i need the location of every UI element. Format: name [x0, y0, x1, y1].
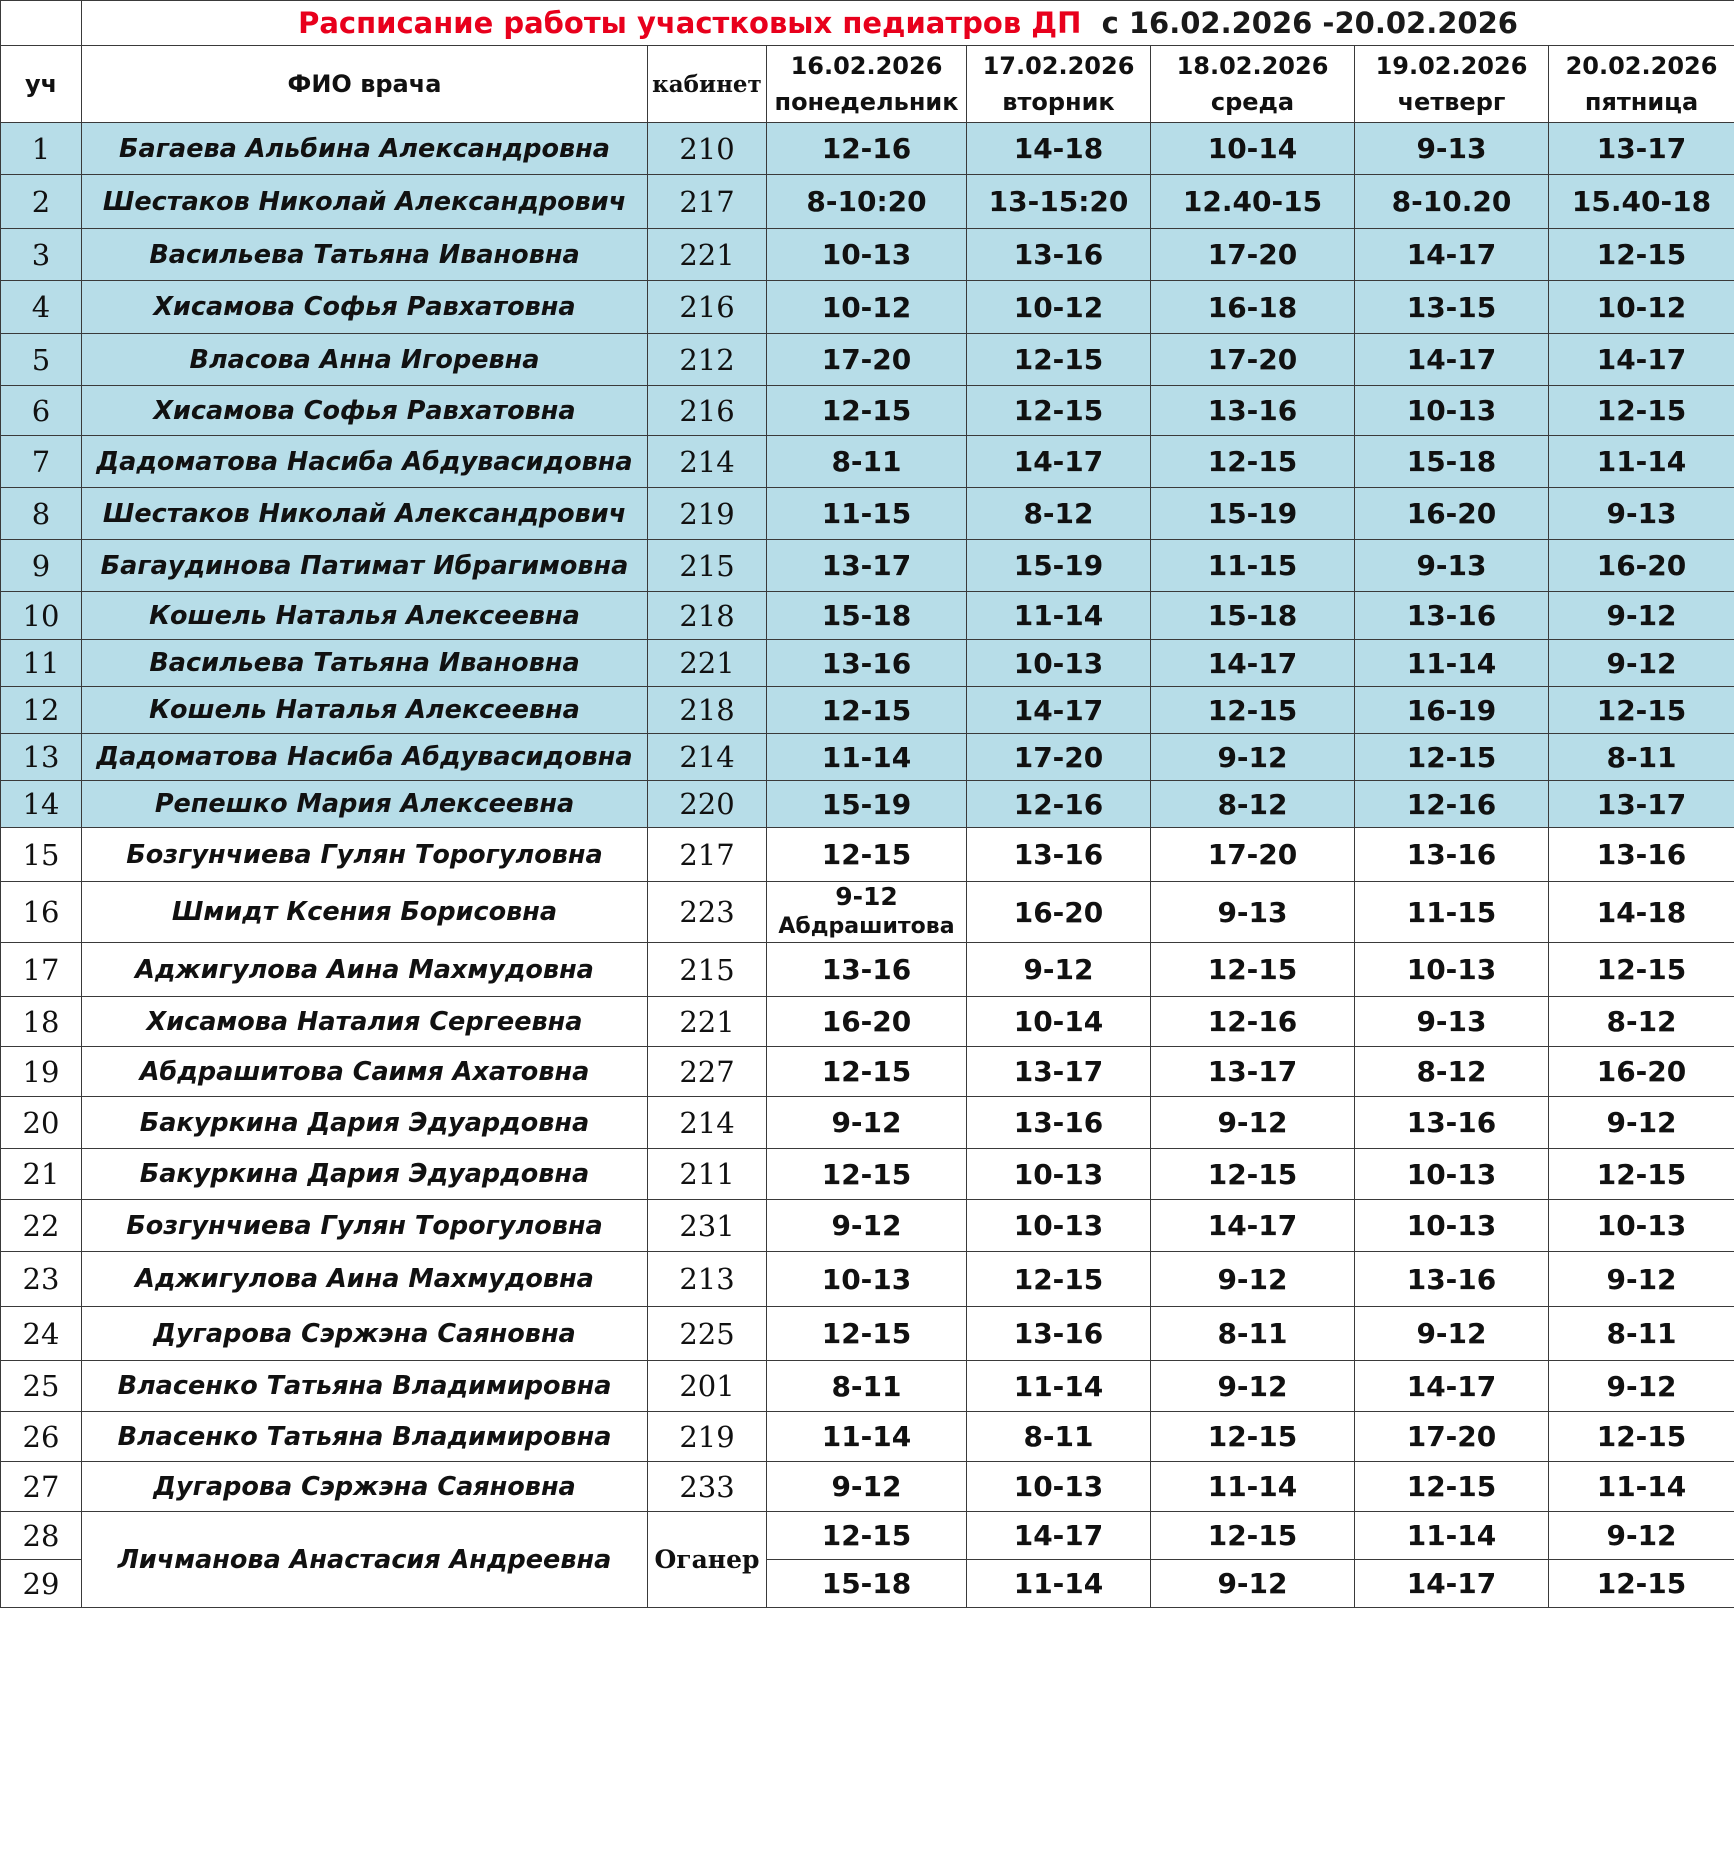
doctor-name: Дугарова Сэржэна Саяновна [82, 1462, 648, 1512]
schedule-cell: 9-12 [1151, 734, 1355, 781]
table-row [1, 175, 1734, 229]
room-number: 217 [648, 828, 767, 882]
schedule-cell: 11-14 [967, 1560, 1151, 1608]
schedule-cell: 15-18 [767, 1560, 967, 1608]
row-number: 24 [1, 1307, 82, 1361]
schedule-cell: 9-12 [1549, 1512, 1734, 1560]
room-number: 223 [648, 882, 767, 943]
schedule-cell: 11-14 [1549, 1462, 1734, 1512]
schedule-cell: 9-13 [1549, 488, 1734, 540]
schedule-cell: 14-17 [967, 1512, 1151, 1560]
doctor-name: Личманова Анастасия Андреевна [82, 1512, 648, 1608]
schedule-cell: 12-15 [767, 1149, 967, 1200]
schedule-cell: 11-14 [767, 1412, 967, 1462]
doctor-name: Хисамова Софья Равхатовна [82, 386, 648, 436]
room-number: 218 [648, 592, 767, 640]
schedule-cell: 8-11 [767, 436, 967, 488]
schedule-cell: 11-14 [1355, 640, 1549, 687]
schedule-cell: 9-13 [1355, 123, 1549, 175]
room-number: 214 [648, 436, 767, 488]
row-number: 6 [1, 386, 82, 436]
schedule-cell: 14-17 [1355, 1560, 1549, 1608]
schedule-cell: 14-17 [1355, 334, 1549, 386]
schedule-cell: 14-17 [1151, 640, 1355, 687]
schedule-cell: 9-12 [767, 1462, 967, 1512]
room-number: 221 [648, 640, 767, 687]
schedule-cell: 12-15 [1549, 386, 1734, 436]
header-day [967, 46, 1151, 123]
table-row [1, 386, 1734, 436]
schedule-cell: 12-15 [967, 386, 1151, 436]
schedule-cell: 12-15 [767, 386, 967, 436]
title-row [1, 1, 1734, 46]
schedule-cell: 11-14 [1151, 1462, 1355, 1512]
schedule-cell: 14-17 [967, 436, 1151, 488]
schedule-cell: 12-15 [1151, 943, 1355, 997]
schedule-cell: 10-12 [767, 281, 967, 334]
doctor-name: Багаудинова Патимат Ибрагимовна [82, 540, 648, 592]
schedule-cell: 12-15 [767, 1047, 967, 1097]
table-row [1, 1252, 1734, 1307]
row-number: 4 [1, 281, 82, 334]
schedule-cell: 12-15 [1549, 1412, 1734, 1462]
schedule-cell: 12-15 [1151, 1149, 1355, 1200]
schedule-cell: 12-15 [1151, 687, 1355, 734]
schedule-cell: 8-11 [1549, 734, 1734, 781]
header-day-name: вторник [1002, 88, 1115, 116]
schedule-cell: 8-12 [967, 488, 1151, 540]
room-number: 217 [648, 175, 767, 229]
row-number: 9 [1, 540, 82, 592]
schedule-cell: 17-20 [767, 334, 967, 386]
schedule-cell: 13-16 [1549, 828, 1734, 882]
doctor-name: Дадоматова Насиба Абдувасидовна [82, 436, 648, 488]
room-number: 225 [648, 1307, 767, 1361]
row-number: 27 [1, 1462, 82, 1512]
doctor-name: Хисамова Наталия Сергеевна [82, 997, 648, 1047]
doctor-name: Репешко Мария Алексеевна [82, 781, 648, 828]
schedule-cell: 12-15 [1355, 734, 1549, 781]
schedule-cell: 12-15 [967, 334, 1151, 386]
schedule-cell: 10-13 [1549, 1200, 1734, 1252]
schedule-cell: 14-17 [1355, 229, 1549, 281]
header-day [1549, 46, 1734, 123]
schedule-cell: 13-17 [1549, 781, 1734, 828]
table-row [1, 592, 1734, 640]
title-corner [1, 1, 82, 46]
schedule-cell: 13-16 [1151, 386, 1355, 436]
schedule-cell: 16-18 [1151, 281, 1355, 334]
schedule-cell: 13-15 [1355, 281, 1549, 334]
table-row [1, 1047, 1734, 1097]
room-number: 214 [648, 1097, 767, 1149]
doctor-name: Кошель Наталья Алексеевна [82, 592, 648, 640]
schedule-cell: 16-20 [1355, 488, 1549, 540]
row-number: 19 [1, 1047, 82, 1097]
schedule-cell: 12-16 [967, 781, 1151, 828]
row-number: 14 [1, 781, 82, 828]
doctor-name: Абдрашитова Саимя Ахатовна [82, 1047, 648, 1097]
schedule-cell: 12-15 [1151, 1412, 1355, 1462]
schedule-cell: 9-12 [767, 1097, 967, 1149]
table-row [1, 436, 1734, 488]
schedule-rows [1, 123, 1734, 1608]
schedule-cell: 10-13 [967, 1462, 1151, 1512]
schedule-cell: 10-13 [1355, 386, 1549, 436]
schedule-cell: 8-12 [1355, 1047, 1549, 1097]
schedule-cell: 9-12 [1151, 1097, 1355, 1149]
cell-note: Абдрашитова [778, 914, 955, 939]
schedule-cell: 9-12 [1549, 592, 1734, 640]
schedule-cell: 9-13 [1151, 882, 1355, 943]
schedule-cell: 10-13 [1355, 943, 1549, 997]
room-number: 227 [648, 1047, 767, 1097]
table-row [1, 1512, 1734, 1560]
doctor-name: Бакуркина Дария Эдуардовна [82, 1097, 648, 1149]
schedule-cell: 10-12 [967, 281, 1151, 334]
schedule-cell: 12-15 [767, 1512, 967, 1560]
schedule-cell: 17-20 [967, 734, 1151, 781]
schedule-cell: 12-15 [767, 687, 967, 734]
room-number: 211 [648, 1149, 767, 1200]
schedule-cell: 16-19 [1355, 687, 1549, 734]
room-number: 218 [648, 687, 767, 734]
room-number: 219 [648, 488, 767, 540]
table-row [1, 1412, 1734, 1462]
schedule-cell: 10-13 [967, 1200, 1151, 1252]
title-date-range: с 16.02.2026 -20.02.2026 [1101, 6, 1518, 40]
schedule-cell: 13-16 [967, 828, 1151, 882]
schedule-cell: 10-12 [1549, 281, 1734, 334]
header-day-name: четверг [1397, 88, 1506, 116]
schedule-cell: 16-20 [767, 997, 967, 1047]
doctor-name: Бозгунчиева Гулян Торогуловна [82, 828, 648, 882]
schedule-cell: 12-16 [767, 123, 967, 175]
schedule-cell: 14-17 [1355, 1361, 1549, 1412]
schedule-cell: 8-10.20 [1355, 175, 1549, 229]
schedule-cell: 17-20 [1355, 1412, 1549, 1462]
doctor-name: Васильева Татьяна Ивановна [82, 640, 648, 687]
schedule-cell: 14-17 [1151, 1200, 1355, 1252]
table-row [1, 229, 1734, 281]
schedule-cell: 14-18 [967, 123, 1151, 175]
schedule-cell: 8-12 [1151, 781, 1355, 828]
schedule-cell: 12-16 [1355, 781, 1549, 828]
row-number: 23 [1, 1252, 82, 1307]
schedule-cell: 13-16 [1355, 828, 1549, 882]
schedule-cell: 10-14 [967, 997, 1151, 1047]
room-number: 215 [648, 540, 767, 592]
schedule-cell: 12-15 [767, 1307, 967, 1361]
schedule-cell: 9-12 [767, 1200, 967, 1252]
schedule-cell: 12-15 [767, 828, 967, 882]
schedule-cell: 12-15 [1151, 1512, 1355, 1560]
schedule-cell: 13-16 [1355, 1097, 1549, 1149]
header-day-date: 16.02.2026 [790, 52, 943, 80]
schedule-cell: 16-20 [1549, 1047, 1734, 1097]
table-row [1, 882, 1734, 943]
schedule-cell: 14-18 [1549, 882, 1734, 943]
cell-time: 9-12 [835, 882, 898, 911]
row-number: 10 [1, 592, 82, 640]
schedule-cell: 13-17 [967, 1047, 1151, 1097]
schedule-cell: 10-13 [767, 1252, 967, 1307]
doctor-name: Аджигулова Аина Махмудовна [82, 943, 648, 997]
schedule-cell: 15-19 [767, 781, 967, 828]
table-row [1, 997, 1734, 1047]
schedule-cell: 11-15 [1355, 882, 1549, 943]
table-row [1, 687, 1734, 734]
schedule-cell: 9-12 [967, 943, 1151, 997]
doctor-name: Хисамова Софья Равхатовна [82, 281, 648, 334]
doctor-name: Шмидт Ксения Борисовна [82, 882, 648, 943]
schedule-cell: 13-16 [967, 1307, 1151, 1361]
row-number: 29 [1, 1560, 82, 1608]
row-number: 21 [1, 1149, 82, 1200]
schedule-cell [767, 882, 967, 943]
schedule-cell: 8-11 [767, 1361, 967, 1412]
table-row [1, 640, 1734, 687]
row-number: 15 [1, 828, 82, 882]
header-day-name: среда [1210, 88, 1295, 116]
schedule-cell: 15-18 [1151, 592, 1355, 640]
room-number: 214 [648, 734, 767, 781]
row-number: 12 [1, 687, 82, 734]
room-number: 216 [648, 281, 767, 334]
schedule-cell: 11-14 [767, 734, 967, 781]
schedule-cell: 8-11 [967, 1412, 1151, 1462]
header-name: ФИО врача [82, 46, 648, 123]
header-day-name: пятница [1584, 88, 1699, 116]
doctor-name: Шестаков Николай Александрович [82, 175, 648, 229]
room-number: 201 [648, 1361, 767, 1412]
room-number: 220 [648, 781, 767, 828]
header-row [1, 46, 1734, 123]
schedule-cell: 9-13 [1355, 540, 1549, 592]
schedule-cell: 9-12 [1151, 1361, 1355, 1412]
schedule-cell: 12-15 [1549, 1560, 1734, 1608]
schedule-cell: 9-12 [1549, 1361, 1734, 1412]
schedule-cell: 12-15 [1549, 687, 1734, 734]
schedule-cell: 13-16 [967, 1097, 1151, 1149]
schedule-cell: 13-17 [1151, 1047, 1355, 1097]
schedule-cell: 11-14 [967, 1361, 1151, 1412]
schedule-cell: 15-19 [1151, 488, 1355, 540]
table-row [1, 488, 1734, 540]
schedule-cell: 10-14 [1151, 123, 1355, 175]
room-number: 233 [648, 1462, 767, 1512]
header-num: уч [1, 46, 82, 123]
doctor-name: Бозгунчиева Гулян Торогуловна [82, 1200, 648, 1252]
schedule-cell: 17-20 [1151, 828, 1355, 882]
schedule-cell: 12-15 [1151, 436, 1355, 488]
doctor-name: Аджигулова Аина Махмудовна [82, 1252, 648, 1307]
table-row [1, 334, 1734, 386]
schedule-cell: 9-12 [1151, 1560, 1355, 1608]
doctor-name: Кошель Наталья Алексеевна [82, 687, 648, 734]
doctor-name: Багаева Альбина Александровна [82, 123, 648, 175]
schedule-cell: 8-11 [1151, 1307, 1355, 1361]
schedule-cell: 13-16 [967, 229, 1151, 281]
room-number: 231 [648, 1200, 767, 1252]
table-row [1, 540, 1734, 592]
table-row [1, 123, 1734, 175]
schedule-cell: 9-12 [1355, 1307, 1549, 1361]
schedule-cell: 8-10:20 [767, 175, 967, 229]
table-row [1, 943, 1734, 997]
doctor-name: Васильева Татьяна Ивановна [82, 229, 648, 281]
schedule-cell: 10-13 [967, 640, 1151, 687]
schedule-cell: 13-16 [767, 943, 967, 997]
schedule-cell: 12-15 [1355, 1462, 1549, 1512]
row-number: 25 [1, 1361, 82, 1412]
header-room: кабинет [648, 46, 767, 123]
header-day [1355, 46, 1549, 123]
row-number: 16 [1, 882, 82, 943]
room-number: 221 [648, 229, 767, 281]
header-day-date: 20.02.2026 [1565, 52, 1718, 80]
row-number: 7 [1, 436, 82, 488]
schedule-cell: 12.40-15 [1151, 175, 1355, 229]
schedule-cell: 10-13 [1355, 1200, 1549, 1252]
table-row [1, 828, 1734, 882]
schedule-cell: 17-20 [1151, 334, 1355, 386]
header-day [1151, 46, 1355, 123]
schedule-cell: 11-14 [1355, 1512, 1549, 1560]
room-number: 216 [648, 386, 767, 436]
schedule-cell: 12-16 [1151, 997, 1355, 1047]
row-number: 5 [1, 334, 82, 386]
table-row [1, 281, 1734, 334]
room-number: 210 [648, 123, 767, 175]
schedule-cell: 11-15 [767, 488, 967, 540]
schedule-cell: 15-18 [767, 592, 967, 640]
doctor-name: Власенко Татьяна Владимировна [82, 1412, 648, 1462]
doctor-name: Власова Анна Игоревна [82, 334, 648, 386]
table-row [1, 1200, 1734, 1252]
schedule-cell: 9-12 [1549, 1252, 1734, 1307]
row-number: 22 [1, 1200, 82, 1252]
room-number: 221 [648, 997, 767, 1047]
row-number: 26 [1, 1412, 82, 1462]
doctor-name: Дадоматова Насиба Абдувасидовна [82, 734, 648, 781]
schedule-cell: 13-16 [1355, 1252, 1549, 1307]
table-row [1, 1462, 1734, 1512]
row-number: 8 [1, 488, 82, 540]
schedule-cell: 13-16 [1355, 592, 1549, 640]
schedule-cell: 17-20 [1151, 229, 1355, 281]
schedule-cell: 12-15 [967, 1252, 1151, 1307]
room-number: 212 [648, 334, 767, 386]
schedule-cell: 16-20 [1549, 540, 1734, 592]
schedule-cell: 14-17 [1549, 334, 1734, 386]
schedule-cell: 10-13 [767, 229, 967, 281]
row-number: 20 [1, 1097, 82, 1149]
header-day-date: 18.02.2026 [1176, 52, 1329, 80]
table-row [1, 1097, 1734, 1149]
schedule-cell: 11-14 [967, 592, 1151, 640]
table-row [1, 1149, 1734, 1200]
title-main: Расписание работы участковых педиатров ДП [298, 6, 1082, 40]
schedule-cell: 10-13 [967, 1149, 1151, 1200]
room-number: 213 [648, 1252, 767, 1307]
header-day-date: 19.02.2026 [1375, 52, 1528, 80]
header-day-name: понедельник [774, 88, 959, 116]
row-number: 2 [1, 175, 82, 229]
header-day-date: 17.02.2026 [982, 52, 1135, 80]
schedule-cell: 15-18 [1355, 436, 1549, 488]
schedule-cell: 16-20 [967, 882, 1151, 943]
schedule-cell: 8-11 [1549, 1307, 1734, 1361]
row-number: 18 [1, 997, 82, 1047]
schedule-cell: 10-13 [1355, 1149, 1549, 1200]
schedule-cell: 15-19 [967, 540, 1151, 592]
schedule-cell: 15.40-18 [1549, 175, 1734, 229]
row-number: 17 [1, 943, 82, 997]
schedule-cell: 12-15 [1549, 943, 1734, 997]
schedule-cell: 9-13 [1355, 997, 1549, 1047]
schedule-cell: 13-17 [767, 540, 967, 592]
row-number: 3 [1, 229, 82, 281]
schedule-cell: 9-12 [1549, 1097, 1734, 1149]
schedule-cell: 8-12 [1549, 997, 1734, 1047]
header-day [767, 46, 967, 123]
room-number: 219 [648, 1412, 767, 1462]
schedule-cell: 12-15 [1549, 229, 1734, 281]
table-row [1, 734, 1734, 781]
doctor-name: Шестаков Николай Александрович [82, 488, 648, 540]
schedule-cell: 9-12 [1549, 640, 1734, 687]
row-number: 28 [1, 1512, 82, 1560]
row-number: 1 [1, 123, 82, 175]
table-row [1, 1361, 1734, 1412]
table-row [1, 1307, 1734, 1361]
room-number: 215 [648, 943, 767, 997]
doctor-name: Бакуркина Дария Эдуардовна [82, 1149, 648, 1200]
doctor-name: Дугарова Сэржэна Саяновна [82, 1307, 648, 1361]
schedule-cell: 13-15:20 [967, 175, 1151, 229]
schedule-cell: 13-16 [767, 640, 967, 687]
schedule-cell: 9-12 [1151, 1252, 1355, 1307]
schedule-cell: 13-17 [1549, 123, 1734, 175]
row-number: 11 [1, 640, 82, 687]
page-title [82, 1, 1734, 46]
schedule-cell: 14-17 [967, 687, 1151, 734]
schedule-cell: 11-14 [1549, 436, 1734, 488]
row-number: 13 [1, 734, 82, 781]
schedule-cell: 12-15 [1549, 1149, 1734, 1200]
doctor-name: Власенко Татьяна Владимировна [82, 1361, 648, 1412]
schedule-cell: 11-15 [1151, 540, 1355, 592]
room-number: Оганер [648, 1512, 767, 1608]
table-row [1, 781, 1734, 828]
